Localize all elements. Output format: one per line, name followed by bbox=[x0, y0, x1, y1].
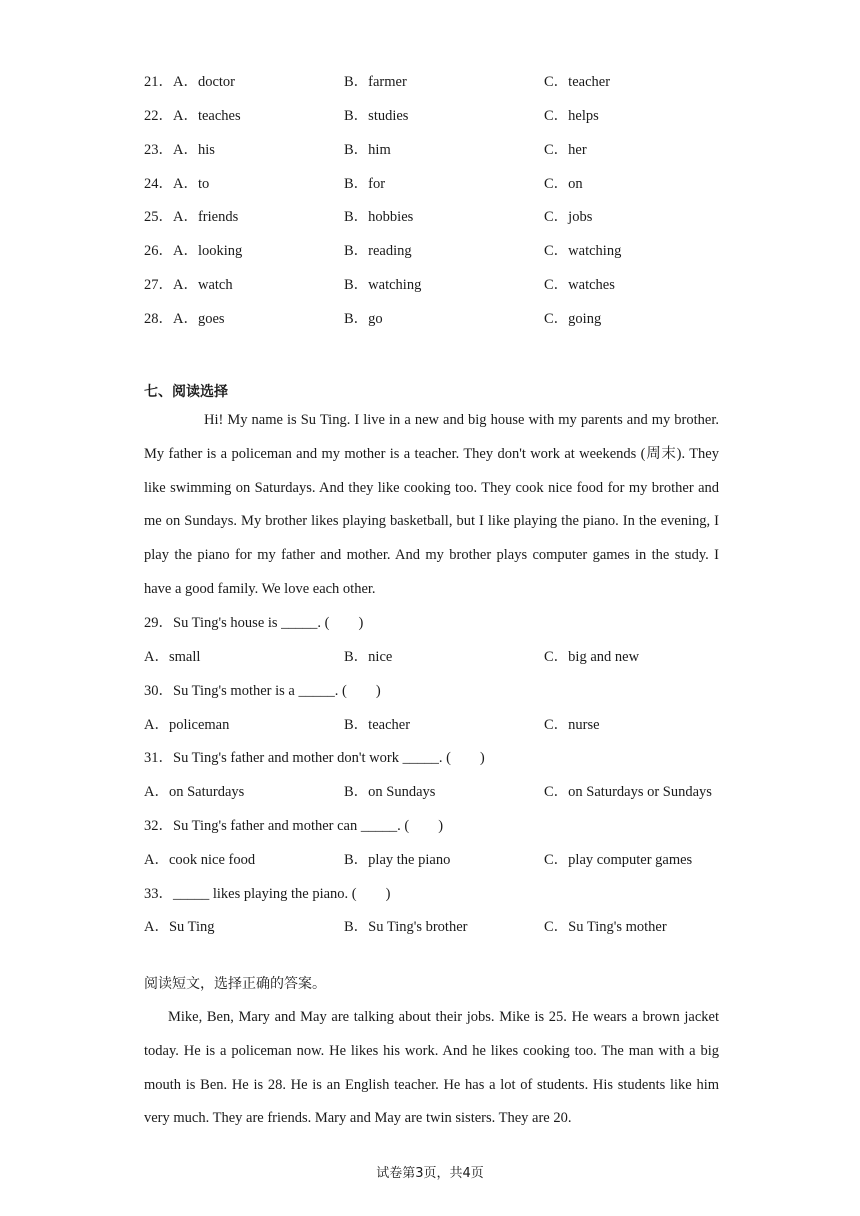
option-a: 26．A．looking bbox=[144, 243, 243, 259]
option-c: C．going bbox=[544, 311, 602, 327]
question-stem: 33．_____ likes playing the piano. ( ) bbox=[144, 886, 391, 902]
option-a: A．small bbox=[144, 649, 201, 665]
option-b: B．teacher bbox=[344, 717, 411, 733]
option-a: 28．A．goes bbox=[144, 311, 225, 327]
question-stem: 31．Su Ting's father and mother don't work _____. ( ) bbox=[144, 750, 485, 766]
page-footer: 试卷第3页，共4页 bbox=[376, 1166, 484, 1181]
option-c: C．nurse bbox=[544, 717, 600, 733]
option-c: C．play computer games bbox=[544, 852, 693, 868]
instruction-text: 阅读短文，选择正确的答案。 bbox=[144, 976, 326, 992]
option-row bbox=[144, 105, 744, 127]
option-b: B．watching bbox=[344, 277, 422, 293]
option-a: 25．A．friends bbox=[144, 209, 239, 225]
option-a: 22．A．teaches bbox=[144, 108, 241, 124]
option-row bbox=[144, 71, 744, 93]
option-c: C．jobs bbox=[544, 209, 593, 225]
option-b: B．Su Ting's brother bbox=[344, 919, 468, 935]
option-b: B．for bbox=[344, 176, 386, 192]
option-b: B．him bbox=[344, 142, 391, 158]
option-a: A．cook nice food bbox=[144, 852, 256, 868]
option-a: 21．A．doctor bbox=[144, 74, 236, 90]
option-a: A．on Saturdays bbox=[144, 784, 245, 800]
reading-passage-2: Mike, Ben, Mary and May are talking about their jobs. Mike is 25. He wears a brown jacket today. He is a policeman now. He likes his work. And he likes cooking too. The man with a big mouth is Ben. He is 28. He is an English teacher. He has a lot of students. His students like him very much. They are friends. Mary and May are twin sisters. They are 20. bbox=[144, 1009, 719, 1127]
option-b: B．go bbox=[344, 311, 383, 327]
option-a: 23．A．his bbox=[144, 142, 215, 158]
option-c: C．helps bbox=[544, 108, 599, 124]
option-b: B．farmer bbox=[344, 74, 407, 90]
option-row bbox=[144, 781, 744, 803]
option-row bbox=[144, 714, 744, 736]
option-row bbox=[144, 206, 744, 228]
option-c: C．watching bbox=[544, 243, 622, 259]
option-c: C．watches bbox=[544, 277, 615, 293]
option-b: B．studies bbox=[344, 108, 409, 124]
reading-passage-1: Hi! My name is Su Ting. I live in a new and big house with my parents and my brother. My father is a policeman and my mother is a teacher. They don't work at weekends (周末). They like swimming on Saturdays. And they like cooking too. They cook nice food for my brother and me on Sundays. My brother likes playing basketball, but I like playing the piano. In the evening, I play the piano for my father and mother. And my brother plays computer games in the study. I have a good family. We love each other. bbox=[144, 412, 719, 597]
option-a: 27．A．watch bbox=[144, 277, 233, 293]
option-a: A．Su Ting bbox=[144, 919, 215, 935]
option-row bbox=[144, 849, 744, 871]
option-row bbox=[144, 240, 744, 262]
option-b: B．nice bbox=[344, 649, 393, 665]
option-c: C．on Saturdays or Sundays bbox=[544, 784, 712, 800]
option-a: 24．A．to bbox=[144, 176, 210, 192]
option-row bbox=[144, 173, 744, 195]
question-stem: 30．Su Ting's mother is a _____. ( ) bbox=[144, 683, 381, 699]
option-row bbox=[144, 274, 744, 296]
option-c: C．big and new bbox=[544, 649, 640, 665]
question-stem: 32．Su Ting's father and mother can _____. ( ) bbox=[144, 818, 444, 834]
option-row bbox=[144, 308, 744, 330]
option-a: A．policeman bbox=[144, 717, 230, 733]
option-b: B．hobbies bbox=[344, 209, 414, 225]
option-b: B．reading bbox=[344, 243, 412, 259]
option-c: C．her bbox=[544, 142, 587, 158]
option-b: B．on Sundays bbox=[344, 784, 436, 800]
option-row bbox=[144, 646, 744, 668]
option-row bbox=[144, 139, 744, 161]
option-c: C．teacher bbox=[544, 74, 611, 90]
option-c: C．Su Ting's mother bbox=[544, 919, 667, 935]
section-heading: 七、阅读选择 bbox=[144, 384, 228, 400]
option-c: C．on bbox=[544, 176, 583, 192]
question-stem: 29．Su Ting's house is _____. ( ) bbox=[144, 615, 364, 631]
option-b: B．play the piano bbox=[344, 852, 451, 868]
option-row bbox=[144, 916, 744, 938]
